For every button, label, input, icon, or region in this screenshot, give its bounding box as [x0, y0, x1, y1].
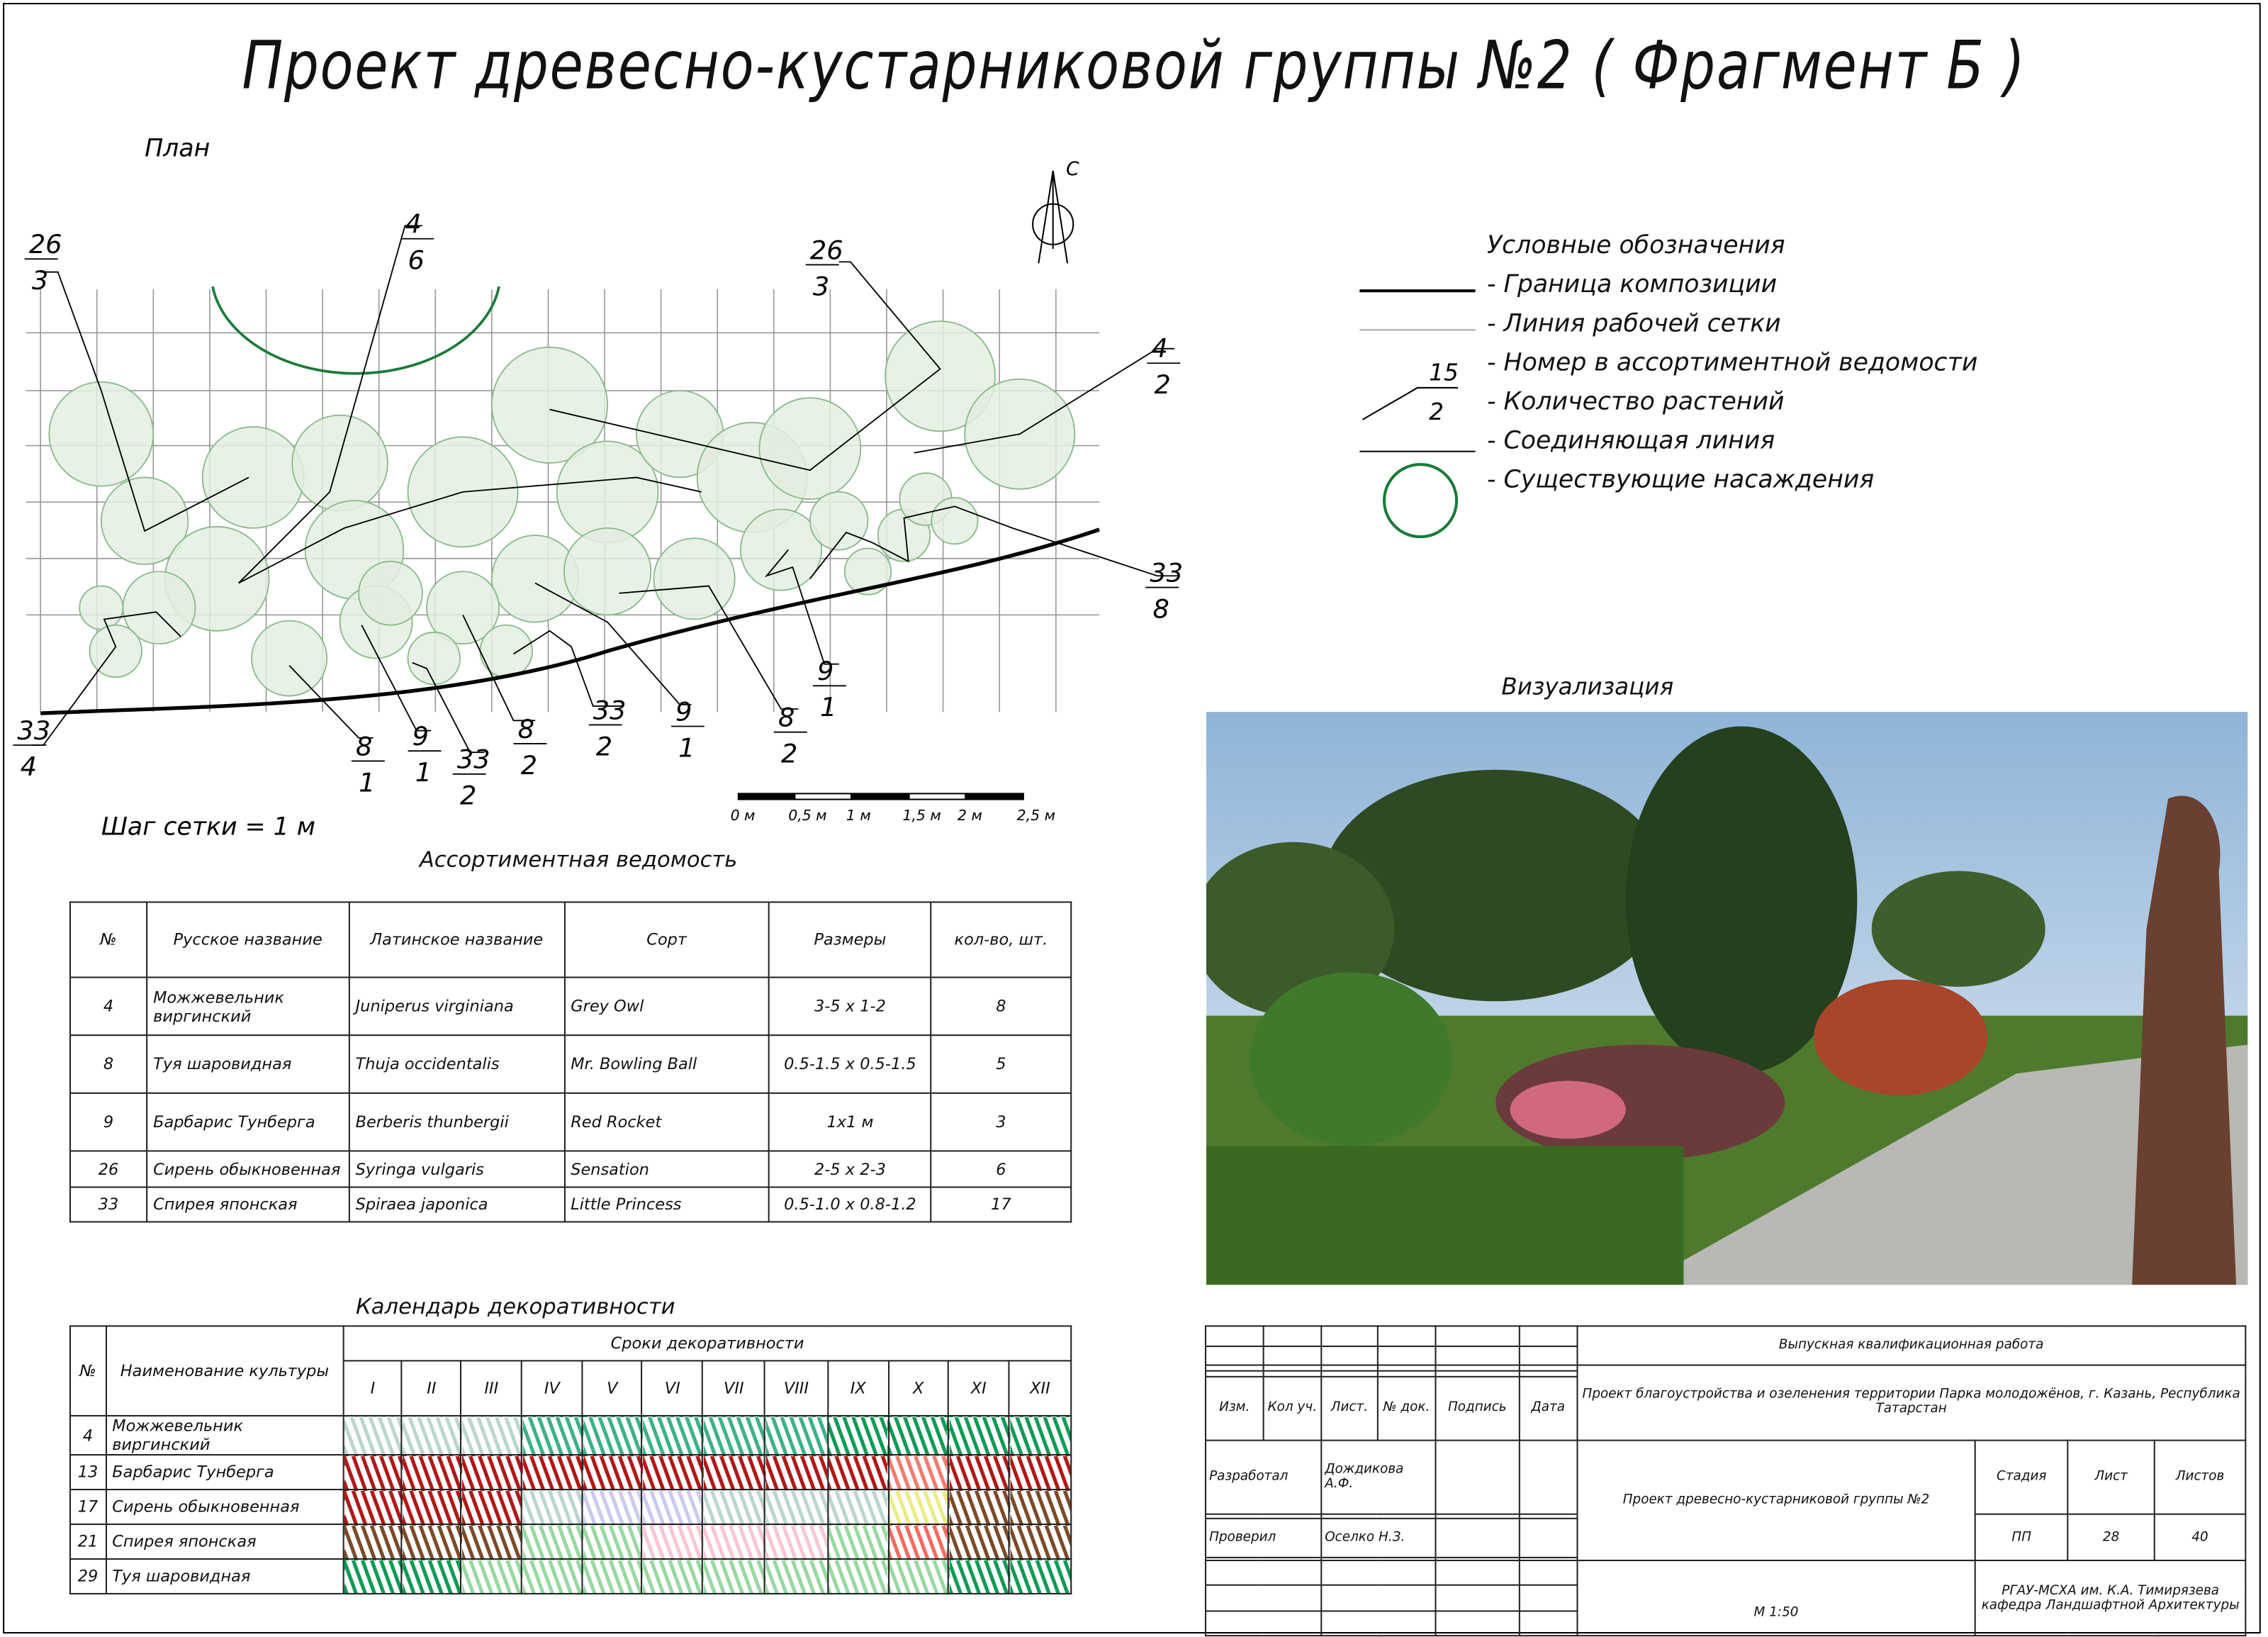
- table-cell: Little Princess: [564, 1187, 769, 1222]
- decorativeness-cell: [344, 1524, 402, 1559]
- month-header: IX: [828, 1361, 889, 1416]
- decorativeness-cell: [344, 1416, 402, 1455]
- plant-quantity: 4: [20, 751, 37, 782]
- crop-name: Спирея японская: [106, 1524, 344, 1559]
- table-cell: 8: [931, 978, 1072, 1036]
- title-block-col: Лист.: [1321, 1377, 1378, 1440]
- table-cell: Berberis thunbergii: [349, 1093, 564, 1151]
- plant-label: [806, 235, 843, 301]
- month-header: VII: [703, 1361, 765, 1416]
- month-header: XII: [1009, 1361, 1072, 1416]
- decorativeness-cell: [703, 1559, 765, 1594]
- assortment-number: 33: [17, 715, 51, 746]
- stage-label: Стадия: [1975, 1440, 2067, 1514]
- column-header: Размеры: [769, 902, 931, 977]
- plant-quantity: 2: [520, 749, 538, 781]
- table-row: [70, 978, 1071, 1036]
- sheets-value: 40: [2155, 1514, 2246, 1560]
- column-header: №: [70, 902, 147, 977]
- legend-title: Условные обозначения: [1486, 231, 1785, 261]
- plant-label: [813, 656, 846, 722]
- plan-heading: План: [145, 134, 210, 163]
- table-row: [70, 1093, 1071, 1151]
- tree-crown: [359, 562, 422, 625]
- project-name: Проект благоустройства и озеленения территории Парка молодожёнов, г. Казань, Республика Татарстан: [1577, 1365, 2245, 1440]
- table-cell: Сирень обыкновенная: [147, 1151, 349, 1187]
- table-cell: 9: [70, 1093, 147, 1151]
- legend-item: - Существующие насаждения: [1486, 466, 1875, 495]
- decorativeness-cell: [344, 1559, 402, 1594]
- table-cell: 4: [70, 978, 147, 1036]
- assortment-number: 8: [777, 702, 795, 733]
- decorativeness-cell: [828, 1559, 889, 1594]
- decorativeness-cell: [703, 1524, 765, 1559]
- scale-label: 0 м: [730, 807, 756, 825]
- column-header: Латинское название: [349, 902, 564, 977]
- assortment-number: 4: [405, 208, 422, 240]
- existing-planting-arc: [213, 286, 499, 374]
- assortment-number: 33: [1150, 557, 1184, 588]
- table-cell: Grey Owl: [564, 978, 769, 1036]
- table-cell: Барбарис Тунберга: [147, 1093, 349, 1151]
- tree-crown: [292, 415, 388, 511]
- decorativeness-cell: [402, 1559, 461, 1594]
- decorativeness-cell: [461, 1524, 522, 1559]
- legend-sample-quantity: 2: [1429, 398, 1444, 425]
- column-header: Русское название: [147, 902, 349, 977]
- decorativeness-cell: [461, 1559, 522, 1594]
- decorativeness-cell: [461, 1490, 522, 1524]
- work-type: Выпускная квалификационная работа: [1577, 1326, 2245, 1365]
- row-num: 29: [70, 1559, 106, 1594]
- decorativeness-cell: [402, 1455, 461, 1490]
- decorativeness-cell: [889, 1416, 948, 1455]
- decorativeness-cell: [344, 1490, 402, 1524]
- decorativeness-cell: [948, 1490, 1009, 1524]
- assortment-number: 33: [593, 695, 627, 726]
- plant-label: [1145, 557, 1183, 624]
- decorativeness-cell: [402, 1416, 461, 1455]
- plant-quantity: 2: [781, 738, 798, 769]
- legend-item: - Соединяющая линия: [1486, 427, 1775, 456]
- plant-label: [774, 702, 807, 769]
- plant-label: [1147, 333, 1180, 400]
- visualization-render: [1206, 712, 2247, 1285]
- row-num: 21: [70, 1524, 106, 1559]
- title-block-col: Подпись: [1435, 1377, 1519, 1440]
- table-cell: Thuja occidentalis: [349, 1035, 564, 1093]
- decorativeness-cell: [1009, 1559, 1072, 1594]
- month-header: IV: [522, 1361, 583, 1416]
- month-header: III: [461, 1361, 522, 1416]
- plant-label: [453, 744, 490, 811]
- table-cell: Туя шаровидная: [147, 1035, 349, 1093]
- scale-label: 2,5 м: [1016, 807, 1055, 825]
- decorativeness-cell: [583, 1524, 642, 1559]
- title-block-col: Дата: [1519, 1377, 1577, 1440]
- legend-item: - Количество растений: [1486, 387, 1785, 417]
- decorativeness-cell: [828, 1455, 889, 1490]
- plant-label: [671, 696, 704, 763]
- plant-quantity: 2: [595, 731, 613, 762]
- decorativeness-cell: [765, 1416, 828, 1455]
- decorativeness-cell: [522, 1559, 583, 1594]
- assortment-number: 9: [817, 656, 834, 687]
- table-row: [70, 1151, 1071, 1187]
- plant-quantity: 1: [415, 757, 432, 788]
- sheet-title: Проект древесно-кустарниковой группы №2: [1577, 1440, 1975, 1561]
- decorativeness-cell: [583, 1416, 642, 1455]
- decorativeness-cell: [1009, 1455, 1072, 1490]
- decorativeness-cell: [765, 1524, 828, 1559]
- crop-name: Можжевельник виргинский: [106, 1416, 344, 1455]
- table-cell: 5: [931, 1035, 1072, 1093]
- assortment-table: [69, 901, 1072, 1222]
- scale-label: 2 м: [958, 807, 982, 825]
- checked-label: Проверил: [1206, 1518, 1321, 1557]
- decorativeness-cell: [828, 1416, 889, 1455]
- assortment-number: 9: [675, 696, 692, 727]
- decorativeness-cell: [703, 1416, 765, 1455]
- assortment-heading: Ассортиментная ведомость: [419, 846, 738, 873]
- crop-name: Сирень обыкновенная: [106, 1490, 344, 1524]
- column-header: кол-во, шт.: [931, 902, 1072, 977]
- legend-sample-number: 15: [1429, 359, 1459, 386]
- table-row: [70, 1187, 1071, 1222]
- decorativeness-cell: [948, 1559, 1009, 1594]
- plant-label: [513, 714, 546, 781]
- table-cell: 0.5-1.5 x 0.5-1.5: [769, 1035, 931, 1093]
- table-cell: Red Rocket: [564, 1093, 769, 1151]
- month-header: II: [402, 1361, 461, 1416]
- calendar-heading: Календарь декоративности: [356, 1293, 675, 1320]
- month-header: XI: [948, 1361, 1009, 1416]
- decorativeness-cell: [703, 1455, 765, 1490]
- decorativeness-cell: [948, 1455, 1009, 1490]
- decorativeness-cell: [1009, 1524, 1072, 1559]
- column-header: Сорт: [564, 902, 769, 977]
- scale: М 1:50: [1577, 1561, 1975, 1636]
- org-line-2: кафедра Ландшафтной Архитектуры: [1981, 1598, 2240, 1613]
- assortment-number: 4: [1151, 333, 1168, 364]
- plant-quantity: 2: [459, 780, 477, 811]
- tree-crown: [90, 625, 142, 677]
- scale-bar: [738, 793, 1024, 800]
- decorativeness-cell: [1009, 1416, 1072, 1455]
- decorativeness-cell: [889, 1455, 948, 1490]
- scale-label: 0,5 м: [788, 807, 827, 825]
- calendar-row: [70, 1559, 1071, 1594]
- grid-step-note: Шаг сетки = 1 м: [101, 812, 315, 842]
- plant-quantity: 1: [820, 692, 837, 723]
- crop-name: Барбарис Тунберга: [106, 1455, 344, 1490]
- decorativeness-cell: [765, 1490, 828, 1524]
- decorativeness-cell: [522, 1490, 583, 1524]
- tree-crown: [481, 625, 532, 677]
- decorativeness-cell: [583, 1559, 642, 1594]
- table-cell: 6: [931, 1151, 1072, 1187]
- plant-quantity: 1: [359, 767, 376, 798]
- plant-quantity: 2: [1154, 369, 1171, 401]
- table-row: [70, 1035, 1071, 1093]
- decorativeness-cell: [889, 1524, 948, 1559]
- table-cell: Спирея японская: [147, 1187, 349, 1222]
- decorativeness-cell: [642, 1524, 703, 1559]
- table-cell: 1x1 м: [769, 1093, 931, 1151]
- title-block-col: № док.: [1378, 1377, 1436, 1440]
- plant-quantity: 1: [678, 732, 695, 764]
- plant-quantity: 8: [1152, 593, 1169, 625]
- col-name: Наименование культуры: [106, 1326, 344, 1416]
- row-num: 4: [70, 1416, 106, 1455]
- plant-label: [400, 209, 434, 276]
- decorativeness-cell: [461, 1416, 522, 1455]
- period-header: Сроки декоративности: [344, 1326, 1071, 1361]
- plant-label: [25, 229, 62, 296]
- assortment-number: 33: [456, 744, 490, 775]
- sheet-label: Лист: [2067, 1440, 2154, 1514]
- plant-quantity: 3: [812, 271, 830, 302]
- planting-plan: [0, 0, 1201, 854]
- org-line-1: РГАУ-МСХА им. К.А. Тимирязева: [2002, 1583, 2220, 1599]
- decorativeness-cell: [522, 1416, 583, 1455]
- tree-crown: [759, 398, 860, 499]
- decorativeness-cell: [642, 1455, 703, 1490]
- decorativeness-cell: [765, 1559, 828, 1594]
- tree-crown: [408, 632, 460, 684]
- decorativeness-cell: [642, 1559, 703, 1594]
- plant-label: [408, 721, 442, 788]
- tree-crown: [252, 621, 327, 696]
- table-cell: 3: [931, 1093, 1072, 1151]
- decorativeness-cell: [828, 1524, 889, 1559]
- plant-label: [352, 731, 385, 798]
- row-num: 13: [70, 1455, 106, 1490]
- north-arrow-icon: [1033, 171, 1073, 264]
- page-title: Проект древесно-кустарниковой группы №2 ( Фрагмент Б ): [242, 26, 2026, 104]
- legend-item: - Линия рабочей сетки: [1486, 309, 1781, 339]
- assortment-number: 26: [28, 229, 62, 260]
- table-cell: Spiraea japonica: [349, 1187, 564, 1222]
- decorativeness-cell: [461, 1455, 522, 1490]
- legend-item: - Номер в ассортиментной ведомости: [1486, 348, 1978, 378]
- month-header: V: [583, 1361, 642, 1416]
- decorativeness-cell: [1009, 1490, 1072, 1524]
- col-num: №: [70, 1326, 106, 1416]
- assortment-number: 8: [356, 731, 373, 762]
- month-header: I: [344, 1361, 402, 1416]
- existing-planting-symbol: [1384, 464, 1456, 537]
- north-label: С: [1066, 157, 1079, 180]
- month-header: X: [889, 1361, 948, 1416]
- tree-crown: [653, 538, 734, 619]
- decorativeness-cell: [765, 1455, 828, 1490]
- decorativeness-cell: [583, 1455, 642, 1490]
- table-cell: 8: [70, 1035, 147, 1093]
- decorativeness-cell: [889, 1490, 948, 1524]
- decorativeness-cell: [642, 1490, 703, 1524]
- assortment-number: 26: [809, 235, 843, 266]
- table-cell: Mr. Bowling Ball: [564, 1035, 769, 1093]
- decorativeness-cell: [828, 1490, 889, 1524]
- calendar-row: [70, 1455, 1071, 1490]
- scale-label: 1,5 м: [902, 807, 941, 825]
- title-block: [1205, 1325, 2246, 1636]
- decorativeness-cell: [703, 1490, 765, 1524]
- plant-quantity: 3: [31, 265, 49, 296]
- tree-crown: [79, 586, 123, 630]
- tree-crown: [931, 498, 977, 544]
- stage-value: ПП: [1975, 1514, 2067, 1560]
- checked-name: Оселко Н.З.: [1321, 1518, 1435, 1557]
- developed-label: Разработал: [1206, 1440, 1321, 1514]
- tree-crown: [49, 382, 153, 486]
- decorativeness-cell: [402, 1524, 461, 1559]
- table-cell: 3-5 x 1-2: [769, 978, 931, 1036]
- title-block-col: Кол уч.: [1264, 1377, 1322, 1440]
- decorativeness-cell: [948, 1524, 1009, 1559]
- plant-label: [13, 715, 50, 782]
- plant-quantity: 6: [408, 245, 425, 276]
- calendar-row: [70, 1416, 1071, 1455]
- visualization-heading: Визуализация: [1501, 672, 1674, 700]
- table-cell: 33: [70, 1187, 147, 1222]
- table-cell: Можжевельник виргинский: [147, 978, 349, 1036]
- table-cell: Sensation: [564, 1151, 769, 1187]
- row-num: 17: [70, 1490, 106, 1524]
- crop-name: Туя шаровидная: [106, 1559, 344, 1594]
- decorativeness-calendar: [69, 1325, 1072, 1594]
- table-cell: Juniperus virginiana: [349, 978, 564, 1036]
- month-header: VI: [642, 1361, 703, 1416]
- calendar-row: [70, 1524, 1071, 1559]
- assortment-number: 8: [517, 713, 534, 744]
- decorativeness-cell: [522, 1455, 583, 1490]
- sheet-value: 28: [2067, 1514, 2154, 1560]
- table-cell: 26: [70, 1151, 147, 1187]
- table-cell: 0.5-1.0 x 0.8-1.2: [769, 1187, 931, 1222]
- assortment-number: 9: [412, 721, 430, 752]
- decorativeness-cell: [344, 1455, 402, 1490]
- tree-crown: [203, 427, 304, 528]
- table-cell: 17: [931, 1187, 1072, 1222]
- developed-name: Дождикова А.Ф.: [1321, 1440, 1435, 1514]
- tree-crown: [564, 528, 651, 615]
- plant-label: [589, 695, 627, 761]
- legend-symbols: [1345, 275, 1504, 550]
- decorativeness-cell: [583, 1490, 642, 1524]
- title-block-col: Изм.: [1206, 1377, 1264, 1440]
- decorativeness-cell: [522, 1524, 583, 1559]
- decorativeness-cell: [642, 1416, 703, 1455]
- decorativeness-cell: [948, 1416, 1009, 1455]
- calendar-row: [70, 1490, 1071, 1524]
- sheets-label: Листов: [2155, 1440, 2246, 1514]
- scale-label: 1 м: [846, 807, 871, 825]
- table-cell: Syringa vulgaris: [349, 1151, 564, 1187]
- month-header: VIII: [765, 1361, 828, 1416]
- table-cell: 2-5 x 2-3: [769, 1151, 931, 1187]
- decorativeness-cell: [402, 1490, 461, 1524]
- decorativeness-cell: [889, 1559, 948, 1594]
- legend-item: - Граница композиции: [1486, 270, 1778, 300]
